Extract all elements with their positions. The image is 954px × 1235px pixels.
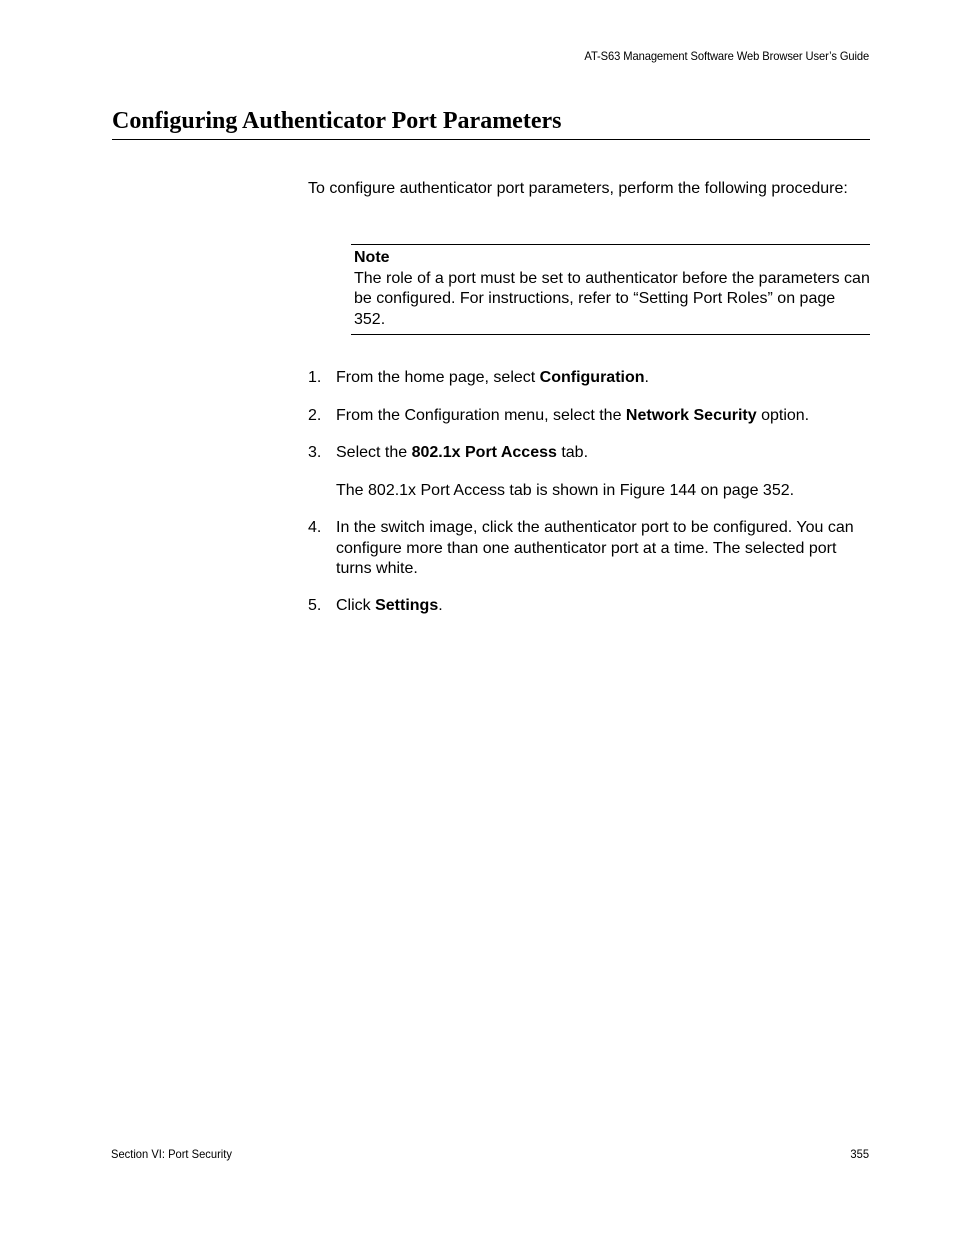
intro-paragraph: To configure authenticator port parameters, perform the following procedure: <box>308 180 848 197</box>
step-text-end: . <box>644 369 649 386</box>
step-number: 1. <box>308 369 322 386</box>
procedure-step-2 <box>308 406 870 427</box>
step-followup-text: The 802.1x Port Access tab is shown in Figure 144 on page 352. <box>336 482 795 499</box>
note-text: The role of a port must be set to authenticator before the parameters can be configured. For instructions, refer to “Setting Port Roles” on page 352. <box>354 269 870 328</box>
footer-page-number: 355 <box>850 1147 869 1161</box>
step-ui-label: 802.1x Port Access <box>411 444 557 461</box>
running-header-guide-title: AT-S63 Management Software Web Browser User’s Guide <box>584 49 869 63</box>
note-box <box>351 244 870 335</box>
procedure-step-5 <box>308 596 870 617</box>
step-ui-label: Configuration <box>539 369 645 386</box>
note-heading: Note <box>354 249 390 266</box>
step-text: From the home page, select <box>336 369 540 386</box>
step-text: Select the <box>336 444 412 461</box>
footer-section-label: Section VI: Port Security <box>111 1147 232 1161</box>
step-text-end: option. <box>756 407 810 424</box>
procedure-step-1 <box>308 368 870 389</box>
step-ui-label: Settings <box>375 597 439 614</box>
step-text: From the Configuration menu, select the <box>336 407 626 424</box>
step-text-end: . <box>438 597 443 614</box>
step-text: Click <box>336 597 376 614</box>
step-ui-label: Network Security <box>625 407 757 424</box>
procedure-step-3-followup <box>308 481 870 502</box>
step-number: 2. <box>308 407 322 424</box>
step-number: 3. <box>308 444 322 461</box>
section-title: Configuring Authenticator Port Parameters <box>112 106 870 140</box>
procedure-step-4 <box>308 518 870 580</box>
step-text-end: tab. <box>556 444 589 461</box>
step-text: In the switch image, click the authenticator port to be configured. You can configure more than one authenticator port at a time. The selected port turns white. <box>336 519 854 577</box>
step-number: 5. <box>308 597 322 614</box>
procedure-step-3 <box>308 443 870 464</box>
step-number: 4. <box>308 519 322 536</box>
